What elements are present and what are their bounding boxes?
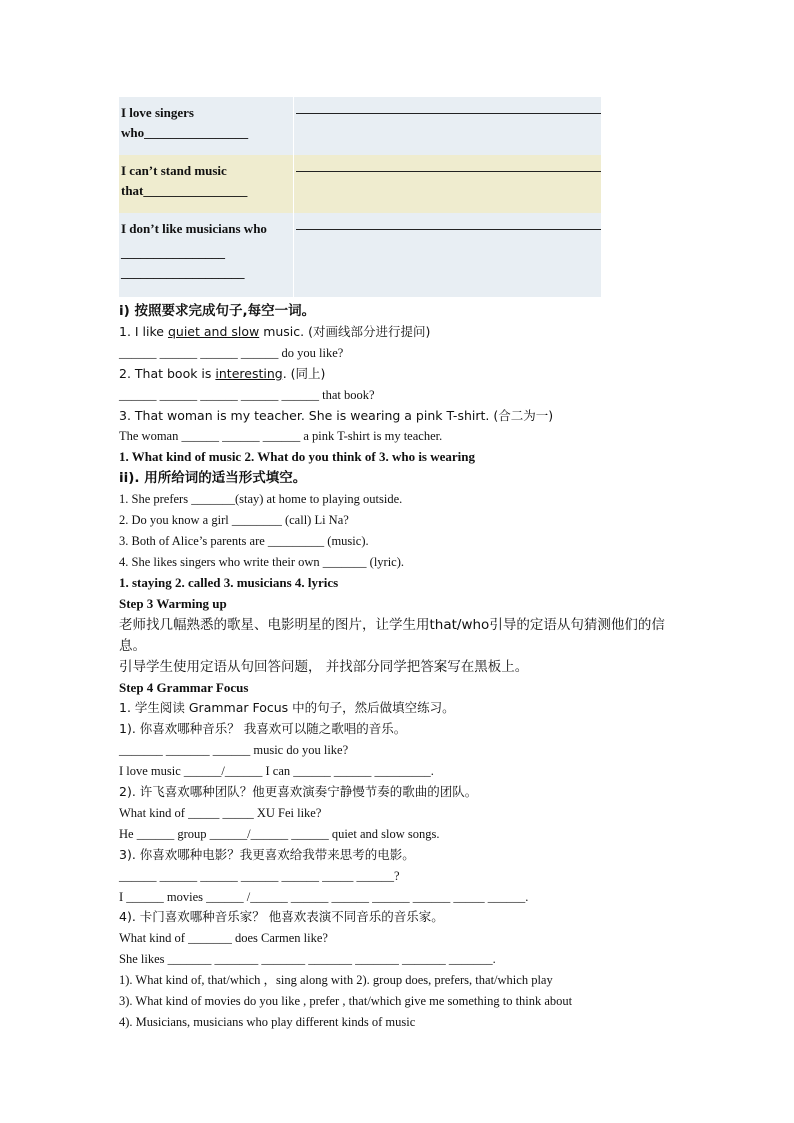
exercise-blank: What kind of _______ does Carmen like?	[119, 931, 328, 946]
exercise-blank: I love music ______/______ I can ______ ______ _________.	[119, 764, 434, 779]
underlined-text: interesting	[215, 365, 283, 381]
question: 4. She likes singers who write their own _______ (lyric).	[119, 554, 405, 569]
answer-line[interactable]	[296, 213, 601, 230]
answer-key: 3). What kind of movies do you like , prefer , that/which give me something to think about	[119, 994, 573, 1009]
section-ii-heading: ii). 用所给词的适当形式填空。	[119, 470, 307, 487]
row-prompt-blank: ___________________	[121, 265, 245, 280]
row-prompt: I love singers	[121, 105, 194, 120]
fill-in-table	[119, 97, 601, 297]
exercise-blank: What kind of _____ _____ XU Fei like?	[119, 805, 322, 820]
question: 3. Both of Alice’s parents are _________ (music).	[119, 533, 369, 548]
answer-line[interactable]	[296, 97, 601, 114]
step4-intro: 1. 学生阅读 Grammar Focus 中的句子，然后做填空练习。	[119, 700, 455, 716]
step3-paragraph: 老师找几幅熟悉的歌星、电影明星的图片，让学生用that/who引导的定语从句猜测他们的信息。	[119, 616, 665, 654]
answer-key: 1. staying 2. called 3. musicians 4. lyrics	[119, 574, 339, 590]
question: 2. That book is interesting. (同上)	[119, 365, 326, 381]
section-i-heading: i) 按照要求完成句子,每空一词。	[119, 303, 316, 319]
exercise-blank: I ______ movies ______ /______ ______ ______ ______ ______ _____ ______.	[119, 889, 529, 904]
question: 2. Do you know a girl ________ (call) Li Na?	[119, 513, 349, 528]
worksheet-page	[119, 97, 679, 1033]
row-prompt-blank: who________________	[121, 125, 249, 140]
step4-heading: Step 4 Grammar Focus	[119, 679, 249, 695]
exercise-prompt: 4). 卡门喜欢哪种音乐家？ 他喜欢表演不同音乐的音乐家。	[119, 909, 444, 925]
exercise-prompt: 3). 你喜欢哪种电影？我更喜欢给我带来思考的电影。	[119, 846, 415, 862]
answer-key: 1). What kind of, that/which ，sing along with 2). group does, prefers, that/which play	[119, 973, 553, 988]
exercise-prompt: 1). 你喜欢哪种音乐？ 我喜欢可以随之歌唱的音乐。	[119, 721, 407, 737]
row-prompt-blank: that________________	[121, 183, 248, 198]
question-blank: ______ ______ ______ ______ do you like?	[119, 345, 344, 360]
underlined-text: quiet and slow	[167, 323, 260, 339]
exercise-prompt: 2). 许飞喜欢哪种团队？他更喜欢演奏宁静慢节奏的歌曲的团队。	[119, 784, 478, 800]
table-row	[119, 97, 601, 155]
answer-line[interactable]	[296, 155, 601, 172]
question: 3. That woman is my teacher. She is wearing a pink T-shirt. (合二为一)	[119, 407, 554, 423]
exercise-blank: ______ ______ ______ ______ ______ _____ ______?	[119, 868, 400, 883]
answer-key: 4). Musicians, musicians who play different kinds of music	[119, 1015, 416, 1029]
table-row	[119, 213, 601, 297]
answer-key: 1. What kind of music 2. What do you think of 3. who is wearing	[119, 449, 476, 465]
question-blank: The woman ______ ______ ______ a pink T-shirt is my teacher.	[119, 429, 443, 444]
question: 1. She prefers _______(stay) at home to playing outside.	[119, 492, 403, 507]
question: 1. I like quiet and slow music. (对画线部分进行提问)	[119, 323, 431, 339]
exercise-blank: _______ _______ ______ music do you like?	[119, 743, 349, 758]
exercise-blank: He ______ group ______/______ ______ quiet and slow songs.	[119, 826, 440, 841]
row-prompt-blank: ________________	[121, 245, 225, 260]
exercise-blank: She likes _______ _______ _______ _______ _______ _______ _______.	[119, 952, 496, 967]
question-blank: ______ ______ ______ ______ ______ that book?	[119, 387, 375, 402]
row-prompt: I can’t stand music	[121, 163, 227, 178]
table-row	[119, 155, 601, 213]
step3-paragraph: 引导学生使用定语从句回答问题， 并找部分同学把答案写在黑板上。	[119, 658, 529, 675]
step3-heading: Step 3 Warming up	[119, 595, 227, 611]
row-prompt: I don’t like musicians who	[121, 221, 267, 236]
